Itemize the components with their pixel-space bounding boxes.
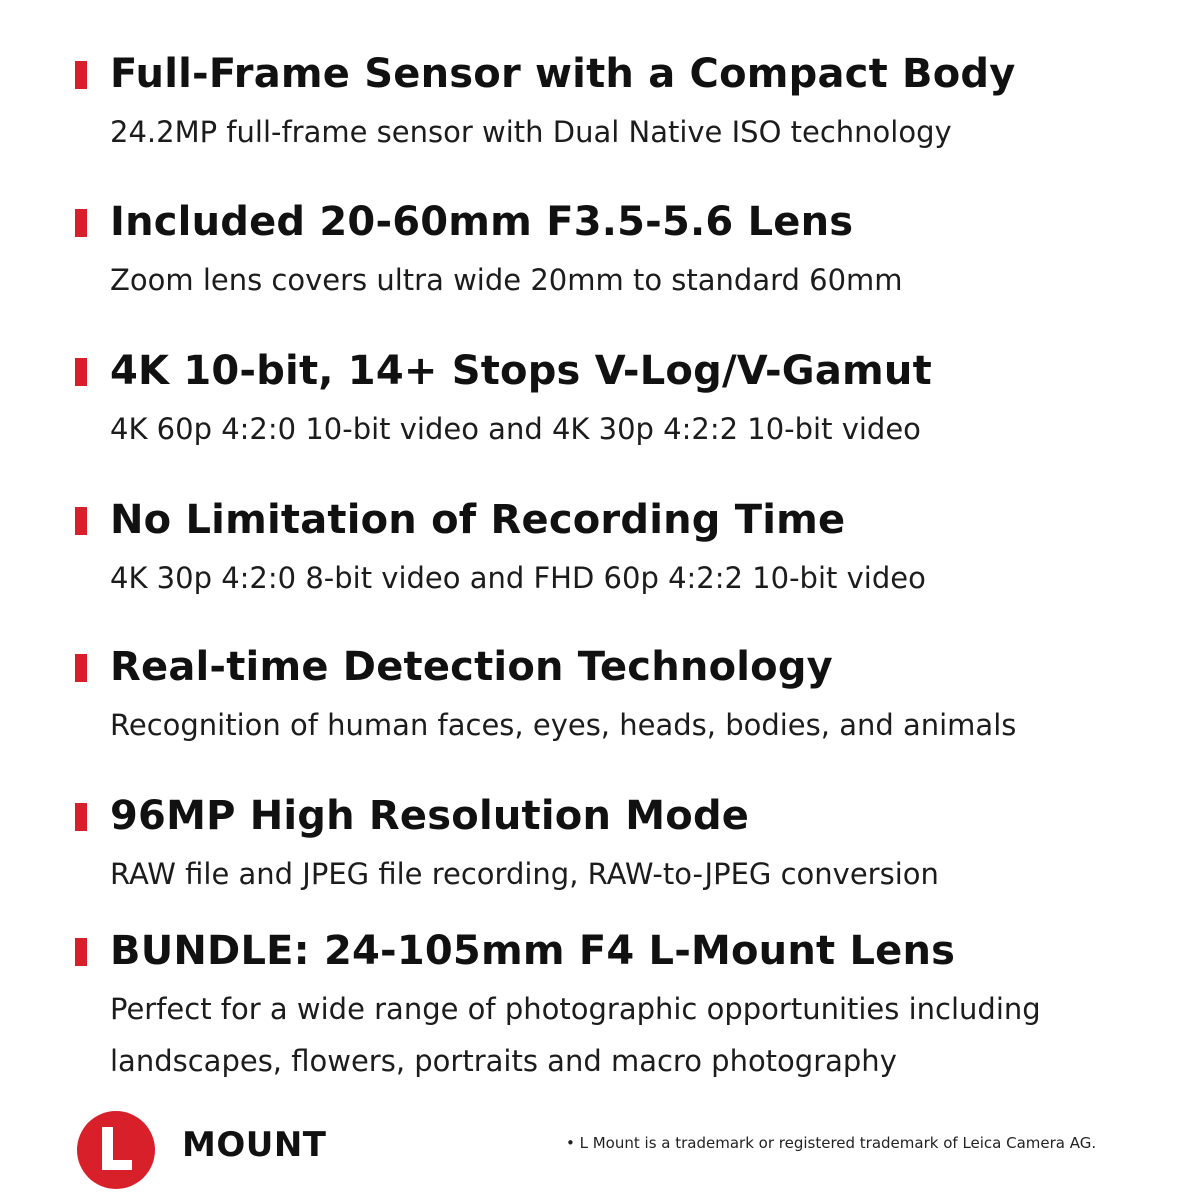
- l-mount-logo-icon: [76, 1110, 156, 1190]
- feature-description: [110, 699, 1016, 751]
- trademark-note: • L Mount is a trademark or registered trademark of Leica Camera AG.: [566, 1134, 1097, 1152]
- red-bar-marker-icon: [75, 61, 87, 89]
- feature-description: [110, 254, 903, 306]
- red-bar-marker-icon: [75, 209, 87, 237]
- feature-description-line: 24.2MP full-frame sensor with Dual Native ISO technology: [110, 115, 952, 149]
- feature-description-line: 4K 60p 4:2:0 10-bit video and 4K 30p 4:2:2 10-bit video: [110, 412, 921, 446]
- feature-description-line: 4K 30p 4:2:0 8-bit video and FHD 60p 4:2:2 10-bit video: [110, 561, 926, 595]
- red-bar-marker-icon: [75, 803, 87, 831]
- feature-heading: BUNDLE: 24-105mm F4 L-Mount Lens: [110, 928, 956, 974]
- feature-description-line: Recognition of human faces, eyes, heads, bodies, and animals: [110, 708, 1017, 742]
- red-bar-marker-icon: [75, 507, 87, 535]
- feature-description-line: RAW file and JPEG file recording, RAW-to-JPEG conversion: [110, 857, 939, 891]
- feature-description: [110, 552, 926, 604]
- feature-description: [110, 848, 939, 900]
- feature-heading: Real-time Detection Technology: [110, 644, 833, 690]
- feature-description-line: landscapes, flowers, portraits and macro photography: [110, 1044, 897, 1078]
- feature-description: [110, 983, 1041, 1087]
- feature-heading: Full-Frame Sensor with a Compact Body: [110, 51, 1016, 97]
- red-bar-marker-icon: [75, 654, 87, 682]
- feature-description: [110, 106, 952, 158]
- feature-heading: 4K 10-bit, 14+ Stops V-Log/V-Gamut: [110, 348, 932, 394]
- feature-heading: 96MP High Resolution Mode: [110, 793, 750, 839]
- feature-description-line: Zoom lens covers ultra wide 20mm to standard 60mm: [110, 263, 903, 297]
- feature-heading: No Limitation of Recording Time: [110, 497, 846, 543]
- feature-heading: Included 20-60mm F3.5-5.6 Lens: [110, 199, 854, 245]
- footer: [0, 1100, 1200, 1200]
- red-bar-marker-icon: [75, 938, 87, 966]
- feature-description: [110, 403, 921, 455]
- feature-description-line: Perfect for a wide range of photographic opportunities including: [110, 992, 1041, 1026]
- logo-text: MOUNT: [182, 1125, 327, 1165]
- red-bar-marker-icon: [75, 358, 87, 386]
